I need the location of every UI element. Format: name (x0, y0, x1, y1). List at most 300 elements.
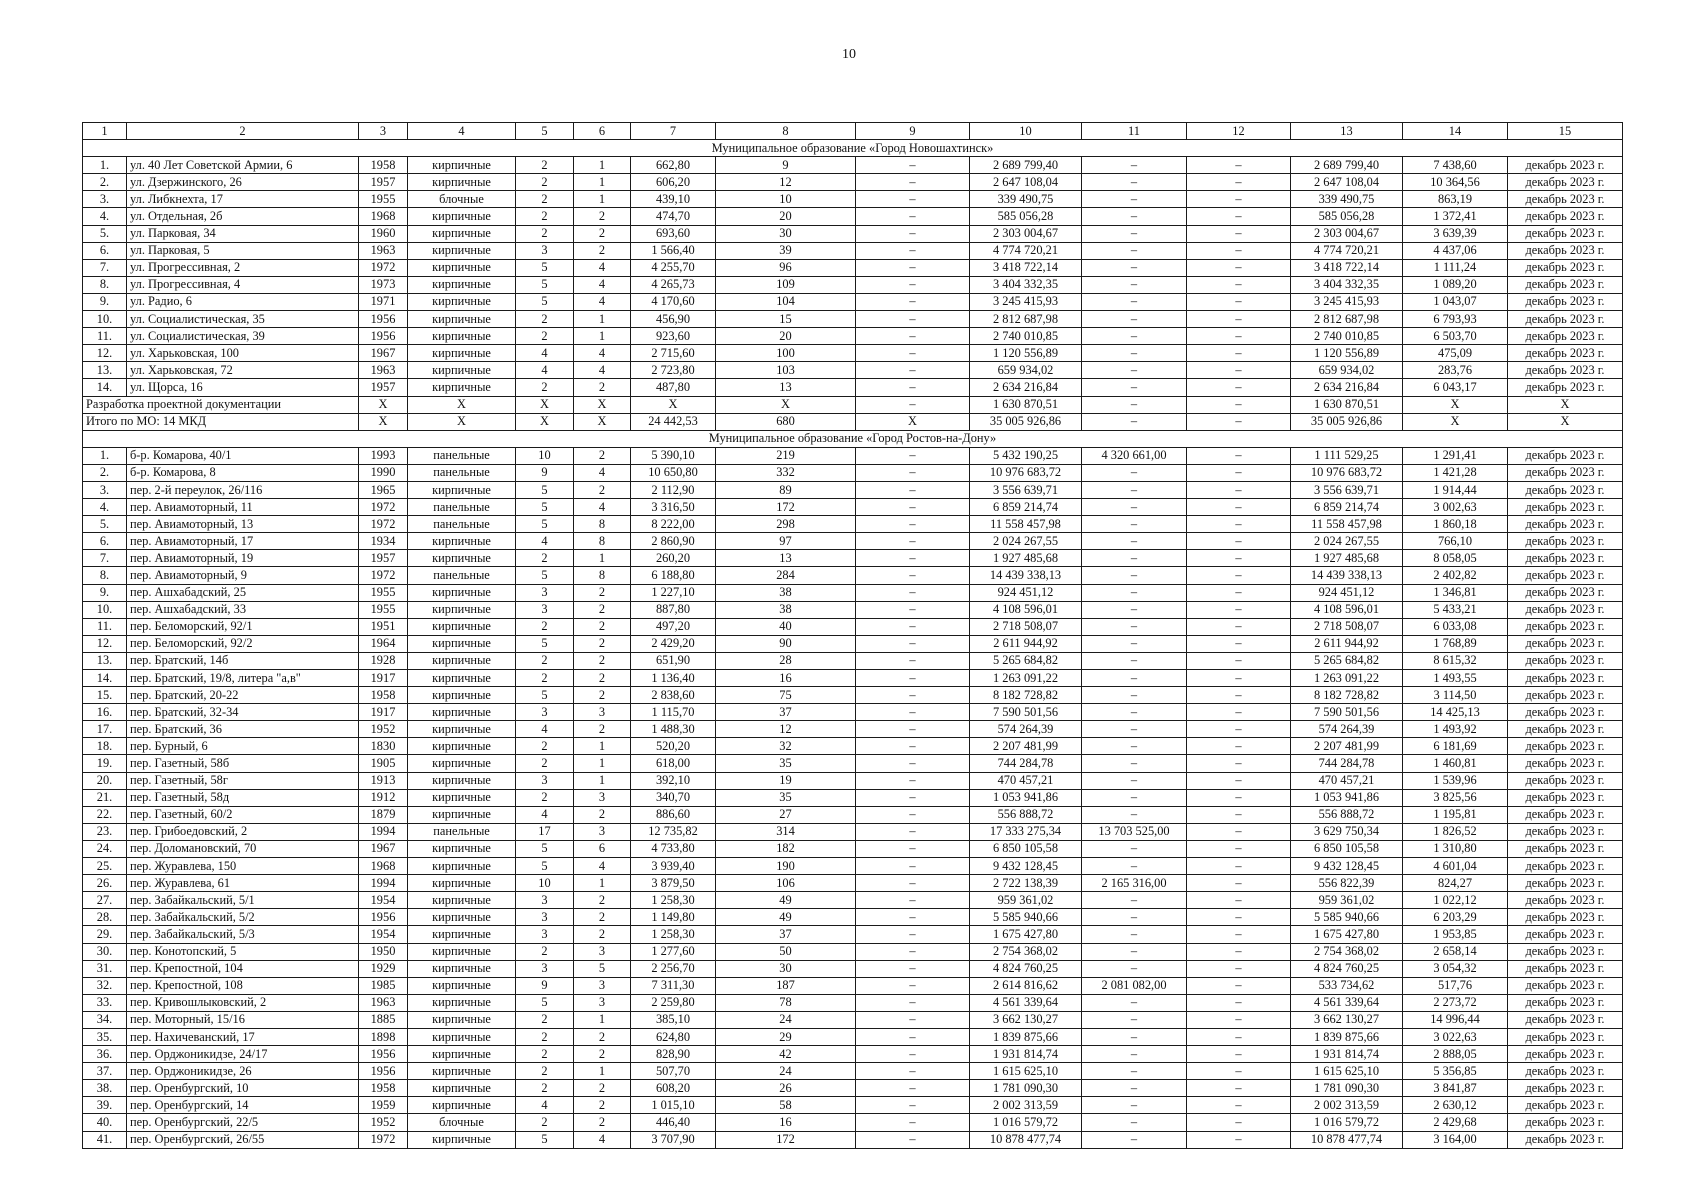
table-cell: кирпичные (408, 481, 516, 498)
table-cell: 2 (516, 157, 574, 174)
table-cell: декабрь 2023 г. (1508, 687, 1623, 704)
table-cell: 3 316,50 (631, 499, 716, 516)
table-cell: кирпичные (408, 977, 516, 994)
table-row (83, 960, 1623, 977)
table-cell: кирпичные (408, 635, 516, 652)
column-number: 4 (408, 123, 516, 140)
table-row (83, 618, 1623, 635)
design-docs-row (83, 396, 1623, 413)
table-cell: декабрь 2023 г. (1508, 550, 1623, 567)
table-cell: 32. (83, 977, 127, 994)
table-cell: – (856, 1028, 970, 1045)
table-cell: 2 (516, 379, 574, 396)
table-cell: 1954 (359, 926, 408, 943)
table-cell: 11 558 457,98 (1291, 516, 1403, 533)
table-cell: 3 404 332,35 (970, 276, 1082, 293)
table-cell: панельные (408, 823, 516, 840)
table-cell: – (1187, 1028, 1291, 1045)
table-cell: 1952 (359, 721, 408, 738)
table-cell: 1972 (359, 1131, 408, 1148)
table-row (83, 379, 1623, 396)
table-cell: 15. (83, 687, 127, 704)
table-cell: 5 (516, 687, 574, 704)
table-row (83, 276, 1623, 293)
table-cell: декабрь 2023 г. (1508, 311, 1623, 328)
table-cell: 392,10 (631, 772, 716, 789)
table-cell: 886,60 (631, 806, 716, 823)
table-cell: – (1082, 858, 1187, 875)
table-cell: 4 (574, 293, 631, 310)
table-cell: 1971 (359, 293, 408, 310)
table-cell: 1 (574, 1011, 631, 1028)
table-cell: 1955 (359, 584, 408, 601)
table-cell: декабрь 2023 г. (1508, 858, 1623, 875)
table-cell: – (856, 618, 970, 635)
table-cell: 10 (516, 875, 574, 892)
table-cell: 1 015,10 (631, 1097, 716, 1114)
table-row (83, 652, 1623, 669)
table-cell: – (1082, 1131, 1187, 1148)
table-cell: 5 390,10 (631, 447, 716, 464)
table-cell: – (1082, 806, 1187, 823)
table-cell: 340,70 (631, 789, 716, 806)
table-cell: 5 (574, 960, 631, 977)
table-cell: – (856, 396, 970, 413)
table-cell: 3 (516, 960, 574, 977)
table-cell: ул. Щорса, 16 (127, 379, 359, 396)
table-cell: 1 022,12 (1403, 892, 1508, 909)
table-cell: X (359, 413, 408, 430)
column-number: 13 (1291, 123, 1403, 140)
column-number: 3 (359, 123, 408, 140)
table-cell: – (1082, 721, 1187, 738)
table-cell: декабрь 2023 г. (1508, 533, 1623, 550)
table-cell: 2 303 004,67 (1291, 225, 1403, 242)
table-cell: 2 (574, 208, 631, 225)
table-cell: пер. Ашхабадский, 25 (127, 584, 359, 601)
table-cell: 3 (516, 601, 574, 618)
table-cell: 4 255,70 (631, 259, 716, 276)
table-cell: 487,80 (631, 379, 716, 396)
table-cell: – (1082, 943, 1187, 960)
table-cell: 10 976 683,72 (1291, 464, 1403, 481)
table-cell: декабрь 2023 г. (1508, 823, 1623, 840)
table-cell: – (1187, 242, 1291, 259)
table-cell: ул. Социалистическая, 39 (127, 328, 359, 345)
table-cell: ул. Харьковская, 100 (127, 345, 359, 362)
table-cell: 5 356,85 (1403, 1063, 1508, 1080)
table-cell: пер. Газетный, 58б (127, 755, 359, 772)
table-cell: – (1082, 618, 1187, 635)
table-cell: 863,19 (1403, 191, 1508, 208)
table-cell: 1 539,96 (1403, 772, 1508, 789)
table-cell: 1955 (359, 601, 408, 618)
table-cell: декабрь 2023 г. (1508, 447, 1623, 464)
table-row (83, 208, 1623, 225)
table-row (83, 293, 1623, 310)
table-cell: – (1082, 994, 1187, 1011)
table-cell: кирпичные (408, 994, 516, 1011)
table-cell: декабрь 2023 г. (1508, 601, 1623, 618)
table-cell: 887,80 (631, 601, 716, 618)
table-cell: 1 (574, 772, 631, 789)
table-cell: кирпичные (408, 1097, 516, 1114)
table-cell: 2 (516, 191, 574, 208)
table-row (83, 943, 1623, 960)
table-cell: – (1082, 1063, 1187, 1080)
table-cell: ул. Либкнехта, 17 (127, 191, 359, 208)
table-cell: 6 850 105,58 (970, 840, 1082, 857)
table-cell: декабрь 2023 г. (1508, 840, 1623, 857)
table-cell: 1 931 814,74 (1291, 1046, 1403, 1063)
table-cell: ул. Социалистическая, 35 (127, 311, 359, 328)
table-cell: 2 754 368,02 (970, 943, 1082, 960)
table-cell: 475,09 (1403, 345, 1508, 362)
table-cell: кирпичные (408, 259, 516, 276)
table-cell: 9 (516, 977, 574, 994)
table-cell: 38 (716, 601, 856, 618)
table-cell: кирпичные (408, 892, 516, 909)
table-cell: 2 (516, 652, 574, 669)
table-cell: кирпичные (408, 875, 516, 892)
table-cell: 1 (574, 157, 631, 174)
table-cell: 744 284,78 (970, 755, 1082, 772)
table-cell: 4 561 339,64 (1291, 994, 1403, 1011)
table-cell: – (856, 157, 970, 174)
table-cell: 3 (574, 943, 631, 960)
table-cell: 298 (716, 516, 856, 533)
table-cell: 260,20 (631, 550, 716, 567)
table-cell: 24 (716, 1063, 856, 1080)
table-cell: – (1082, 840, 1187, 857)
table-cell: 1 931 814,74 (970, 1046, 1082, 1063)
table-cell: пер. Газетный, 58г (127, 772, 359, 789)
table-cell: – (1187, 943, 1291, 960)
table-cell: 1. (83, 447, 127, 464)
table-cell: 9 432 128,45 (1291, 858, 1403, 875)
table-cell: 2 402,82 (1403, 567, 1508, 584)
table-cell: 1 675 427,80 (970, 926, 1082, 943)
table-cell: декабрь 2023 г. (1508, 362, 1623, 379)
table-cell: пер. Грибоедовский, 2 (127, 823, 359, 840)
table-cell: 3 662 130,27 (1291, 1011, 1403, 1028)
table-cell: 6 203,29 (1403, 909, 1508, 926)
table-cell: 5 432 190,25 (970, 447, 1082, 464)
table-cell: 2 165 316,00 (1082, 875, 1187, 892)
table-cell: кирпичные (408, 755, 516, 772)
table-cell: 2 (516, 618, 574, 635)
table-cell: X (574, 413, 631, 430)
table-cell: 339 490,75 (970, 191, 1082, 208)
table-cell: кирпичные (408, 328, 516, 345)
table-cell: декабрь 2023 г. (1508, 875, 1623, 892)
table-cell: 1960 (359, 225, 408, 242)
table-cell: – (1187, 191, 1291, 208)
table-cell: – (856, 1046, 970, 1063)
table-cell: 5 (516, 635, 574, 652)
table-cell: – (856, 584, 970, 601)
table-cell: кирпичные (408, 806, 516, 823)
table-cell: – (1082, 909, 1187, 926)
table-cell: 75 (716, 687, 856, 704)
table-row (83, 345, 1623, 362)
table-cell: 2 (574, 601, 631, 618)
table-cell: – (1082, 687, 1187, 704)
table-cell: 4 (574, 1131, 631, 1148)
table-cell: 1956 (359, 1046, 408, 1063)
table-cell: – (856, 481, 970, 498)
table-cell: 2 207 481,99 (970, 738, 1082, 755)
table-cell: – (1082, 396, 1187, 413)
table-cell: 9 432 128,45 (970, 858, 1082, 875)
table-cell: – (1187, 516, 1291, 533)
table-cell: – (1187, 994, 1291, 1011)
table-cell: 507,70 (631, 1063, 716, 1080)
table-cell: 14 439 338,13 (1291, 567, 1403, 584)
table-cell: 659 934,02 (970, 362, 1082, 379)
table-cell: декабрь 2023 г. (1508, 1097, 1623, 1114)
table-cell: – (1082, 174, 1187, 191)
table-cell: 8 (574, 533, 631, 550)
table-cell: – (1187, 379, 1291, 396)
table-cell: 2 723,80 (631, 362, 716, 379)
table-cell: – (856, 755, 970, 772)
table-cell: – (1187, 823, 1291, 840)
table-cell: – (1082, 652, 1187, 669)
table-cell: – (1187, 1097, 1291, 1114)
table-cell: ул. Дзержинского, 26 (127, 174, 359, 191)
table-cell: – (1187, 208, 1291, 225)
table-cell: декабрь 2023 г. (1508, 1046, 1623, 1063)
table-cell: 497,20 (631, 618, 716, 635)
table-cell: 28. (83, 909, 127, 926)
table-cell: – (1187, 652, 1291, 669)
table-cell: кирпичные (408, 687, 516, 704)
table-cell: 4. (83, 499, 127, 516)
table-cell: 1 227,10 (631, 584, 716, 601)
table-cell: 2 634 216,84 (1291, 379, 1403, 396)
table-cell: 1 768,89 (1403, 635, 1508, 652)
table-cell: 14. (83, 379, 127, 396)
table-cell: 1 (574, 328, 631, 345)
table-cell: 6 043,17 (1403, 379, 1508, 396)
table-cell: 5 (516, 276, 574, 293)
table-cell: – (1187, 875, 1291, 892)
table-cell: 25. (83, 858, 127, 875)
table-cell: декабрь 2023 г. (1508, 225, 1623, 242)
table-cell: кирпичные (408, 174, 516, 191)
table-cell: декабрь 2023 г. (1508, 1131, 1623, 1148)
table-cell: пер. Орджоникидзе, 26 (127, 1063, 359, 1080)
table-cell: 470 457,21 (970, 772, 1082, 789)
table-cell: кирпичные (408, 618, 516, 635)
table-cell: 2 647 108,04 (970, 174, 1082, 191)
table-row (83, 721, 1623, 738)
table-cell: 1 488,30 (631, 721, 716, 738)
table-row (83, 840, 1623, 857)
table-cell: – (1082, 533, 1187, 550)
table-cell: 219 (716, 447, 856, 464)
table-cell: кирпичные (408, 772, 516, 789)
table-cell: 1929 (359, 960, 408, 977)
table-cell: 2 429,20 (631, 635, 716, 652)
table-cell: декабрь 2023 г. (1508, 174, 1623, 191)
table-cell: 10. (83, 311, 127, 328)
table-cell: 32 (716, 738, 856, 755)
table-cell: 35 005 926,86 (970, 413, 1082, 430)
table-cell: 1 630 870,51 (970, 396, 1082, 413)
table-cell: кирпичные (408, 157, 516, 174)
column-number: 6 (574, 123, 631, 140)
table-cell: панельные (408, 516, 516, 533)
table-cell: 8 (574, 567, 631, 584)
table-cell: 1956 (359, 328, 408, 345)
table-cell: кирпичные (408, 943, 516, 960)
table-row (83, 772, 1623, 789)
table-cell: – (1187, 413, 1291, 430)
table-cell: 1 089,20 (1403, 276, 1508, 293)
table-cell: 3 (516, 772, 574, 789)
table-cell: 1956 (359, 311, 408, 328)
table-cell: 2 (516, 208, 574, 225)
table-cell: 40. (83, 1114, 127, 1131)
table-cell: – (856, 806, 970, 823)
table-cell: 2 259,80 (631, 994, 716, 1011)
table-cell: 470 457,21 (1291, 772, 1403, 789)
table-cell: кирпичные (408, 584, 516, 601)
table-cell: декабрь 2023 г. (1508, 618, 1623, 635)
table-cell: – (1082, 379, 1187, 396)
table-cell: 2 658,14 (1403, 943, 1508, 960)
table-cell: – (1082, 242, 1187, 259)
table-cell: декабрь 2023 г. (1508, 755, 1623, 772)
table-cell: 2 (574, 687, 631, 704)
table-cell: 24 (716, 1011, 856, 1028)
table-cell: 96 (716, 259, 856, 276)
table-cell: 10 (516, 447, 574, 464)
table-cell: 4 (516, 345, 574, 362)
table-cell: 10 364,56 (1403, 174, 1508, 191)
table-cell: 5 (516, 994, 574, 1011)
table-cell: 6. (83, 242, 127, 259)
table-cell: 1912 (359, 789, 408, 806)
table-cell: – (1187, 960, 1291, 977)
section-title-row (83, 140, 1623, 157)
table-cell: – (856, 362, 970, 379)
table-cell: 2 812 687,98 (970, 311, 1082, 328)
table-cell: – (1187, 755, 1291, 772)
table-cell: 1 310,80 (1403, 840, 1508, 857)
table-cell: – (1187, 1080, 1291, 1097)
table-cell: 2. (83, 174, 127, 191)
table-cell: кирпичные (408, 276, 516, 293)
table-cell: пер. Забайкальский, 5/1 (127, 892, 359, 909)
table-cell: пер. Нахичеванский, 17 (127, 1028, 359, 1045)
table-cell: пер. Братский, 32-34 (127, 704, 359, 721)
table-cell: 556 888,72 (1291, 806, 1403, 823)
table-cell: – (856, 311, 970, 328)
table-cell: 38 (716, 584, 856, 601)
table-cell: 5 (516, 499, 574, 516)
table-cell: 1 630 870,51 (1291, 396, 1403, 413)
table-cell: 3 (574, 823, 631, 840)
table-cell: 1 016 579,72 (1291, 1114, 1403, 1131)
table-row (83, 823, 1623, 840)
table-cell: – (1082, 499, 1187, 516)
table-cell: – (1082, 328, 1187, 345)
table-cell: 14. (83, 670, 127, 687)
table-cell: – (856, 977, 970, 994)
table-cell: 3 662 130,27 (970, 1011, 1082, 1028)
table-cell: – (1082, 516, 1187, 533)
table-cell: – (856, 550, 970, 567)
table-cell: 2 (516, 1063, 574, 1080)
table-cell: 1968 (359, 858, 408, 875)
table-cell: – (856, 208, 970, 225)
table-cell: – (856, 516, 970, 533)
table-cell: 574 264,39 (970, 721, 1082, 738)
table-cell: 2 (574, 481, 631, 498)
table-cell: кирпичные (408, 601, 516, 618)
table-cell: 12 735,82 (631, 823, 716, 840)
table-cell: – (856, 379, 970, 396)
table-cell: 1 927 485,68 (1291, 550, 1403, 567)
table-cell: – (1187, 858, 1291, 875)
table-cell: пер. Братский, 20-22 (127, 687, 359, 704)
table-cell: 2 303 004,67 (970, 225, 1082, 242)
table-cell: – (1082, 1080, 1187, 1097)
table-cell: – (856, 858, 970, 875)
table-cell: 10. (83, 601, 127, 618)
table-cell: 1 (574, 755, 631, 772)
table-cell: 4 (516, 362, 574, 379)
table-cell: 3 164,00 (1403, 1131, 1508, 1148)
table-cell: 2 647 108,04 (1291, 174, 1403, 191)
table-cell: кирпичные (408, 311, 516, 328)
table-cell: кирпичные (408, 652, 516, 669)
column-number: 15 (1508, 123, 1623, 140)
table-row (83, 362, 1623, 379)
table-cell: 24 442,53 (631, 413, 716, 430)
table-cell: блочные (408, 1114, 516, 1131)
table-cell: 13. (83, 362, 127, 379)
table-cell: 1965 (359, 481, 408, 498)
table-cell: – (856, 687, 970, 704)
table-cell: 4 (574, 276, 631, 293)
table-cell: ул. Отдельная, 2б (127, 208, 359, 225)
table-cell: – (1082, 345, 1187, 362)
table-cell: декабрь 2023 г. (1508, 806, 1623, 823)
table-cell: 4 733,80 (631, 840, 716, 857)
table-cell: – (1187, 738, 1291, 755)
table-cell: 2 (574, 447, 631, 464)
table-cell: 1 826,52 (1403, 823, 1508, 840)
table-cell: пер. Забайкальский, 5/2 (127, 909, 359, 926)
table-row (83, 926, 1623, 943)
table-cell: 824,27 (1403, 875, 1508, 892)
table-cell: – (856, 1011, 970, 1028)
table-cell: 5 265 684,82 (1291, 652, 1403, 669)
table-cell: 4 (574, 499, 631, 516)
table-row (83, 875, 1623, 892)
table-row (83, 1097, 1623, 1114)
table-cell: 1964 (359, 635, 408, 652)
table-cell: 3 939,40 (631, 858, 716, 875)
table-cell: 3 629 750,34 (1291, 823, 1403, 840)
table-cell: пер. Моторный, 15/16 (127, 1011, 359, 1028)
table-cell: пер. Беломорский, 92/1 (127, 618, 359, 635)
table-cell: б-р. Комарова, 8 (127, 464, 359, 481)
